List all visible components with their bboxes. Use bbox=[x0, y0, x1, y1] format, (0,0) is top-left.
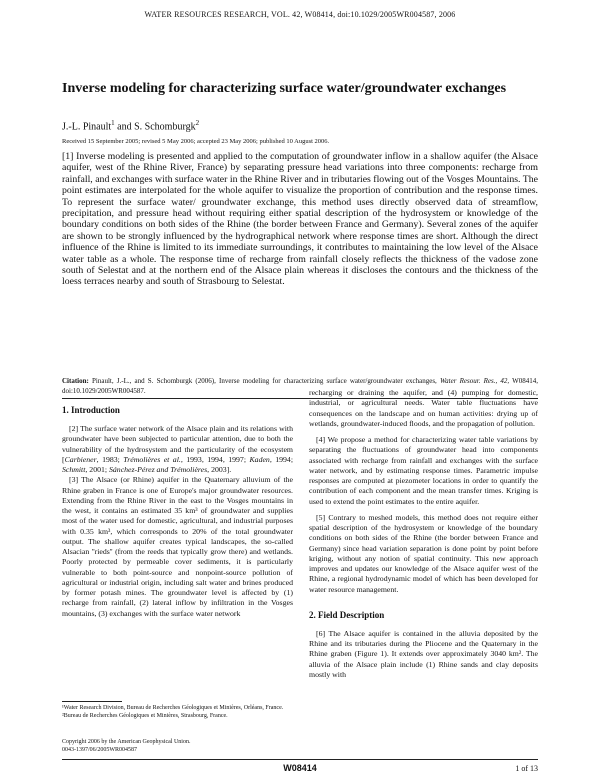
paragraph-marker: [3] bbox=[69, 475, 79, 485]
footnote: ²Bureau de Recherches Géologiques et Minières, Strasbourg, France. bbox=[62, 712, 228, 719]
body-paragraph bbox=[62, 475, 293, 619]
copyright-line: Copyright 2006 by the American Geophysical Union. bbox=[62, 739, 191, 745]
paragraph-text: , 1993, 1994, 1997; bbox=[180, 454, 250, 464]
copyright-notice bbox=[62, 739, 190, 755]
right-column bbox=[309, 388, 538, 680]
paragraph-marker: [6] bbox=[316, 628, 326, 638]
paragraph-text: The Alsace aquifer is contained in the alluvia deposited by the Rhine and its tributaries during the Pliocene and the Quaternary in the Rhine graben (Figure 1). It extends over approximately 3040 km². The alluvia of the Alsace plain include (1) Rhine sands and clay deposits mostly with bbox=[309, 628, 539, 679]
paragraph-marker: [2] bbox=[69, 424, 79, 433]
abstract-text: Inverse modeling is presented and applied to the computation of groundwater inflow in a shallow aquifer (the Alsace aquifer, west of the Rhine River, France) by separating pressure head variations into three components: recharge from rainfall, and exchanges with surface water in the Rhine River and in tributaries flowing out of the Vosges Mountains. The point estimates are interpolated for the whole aquifer to visualize the proportion of contribution and the response times. To represent the surface water/ groundwater exchange, this method uses directly observed data of streamflow, precipitation, and pressure head without requiring either spatial description of the hydrosystem or knowledge of the boundary conditions on both sides of the Rhine (the border between France and Germany). Several zones of the aquifer are shown to be strongly influenced by the hydrographical network where response times are short. Although the direct influence of the Rhine is limited to its immediate surroundings, it contributes to maintaining the low level of the Alsace water table as a whole. The response time of recharge from rainfall closely reflects the thickness of the vadose zone south of Selestat and at the northern end of the Alsace plain whereas it discloses the contours and the thickness of the loess terraces nearby and south of Strasbourg to Selestat. bbox=[62, 151, 538, 288]
paragraph-text: , 1983; bbox=[96, 454, 124, 464]
paragraph-text: Contrary to meshed models, this method does not require either spatial description of the hydrosystem or knowledge of the boundary conditions on both sides of the Rhine (the border between France and Germany) since head variation separation is done point by point before kriging, without any notion of spatial continuity. This new approach improves and updates our knowledge of the Alsace aquifer west of the Rhine, a regional hydrodynamic model of which has been developed for water resource management. bbox=[309, 512, 538, 594]
body-paragraph: recharging or draining the aquifer, and (4) pumping for domestic, industrial, or agricultural needs. Water table fluctuations have consequences on the landscape and on human activities: drying up of wetlands, groundwater-induced floods, and the propagation of pollution. bbox=[309, 388, 538, 428]
abstract bbox=[62, 151, 538, 288]
article-code: W08414 bbox=[283, 763, 317, 773]
footnotes bbox=[62, 701, 293, 721]
citation-journal: Water Resour. Res., 42, bbox=[439, 377, 510, 385]
footer-divider bbox=[62, 759, 538, 760]
paragraph-marker: [1] bbox=[62, 151, 74, 162]
affiliation-mark: 2 bbox=[195, 119, 200, 127]
author-conjunction: and bbox=[114, 121, 135, 133]
article-title: Inverse modeling for characterizing surface water/groundwater exchanges bbox=[62, 81, 507, 96]
affiliation-mark: 1 bbox=[111, 119, 115, 127]
journal-header: WATER RESOURCES RESEARCH, VOL. 42, W08414, doi:10.1029/2005WR004587, 2006 bbox=[144, 10, 456, 19]
paragraph-text: The surface water network of the Alsace plain and its relations with groundwater have been subjected to particular attention, due to both the vulnerability of the hydrosystem and the particularity of the ecosystem [ bbox=[62, 424, 293, 464]
author-name: S. Schomburgk bbox=[134, 121, 196, 133]
paragraph-text: , 1994; bbox=[269, 454, 293, 464]
body-paragraph bbox=[309, 513, 538, 595]
paragraph-text: , 2003]. bbox=[207, 465, 232, 474]
section-heading-introduction: 1. Introduction bbox=[62, 405, 120, 415]
received-dates: Received 15 September 2005; revised 5 May 2006; accepted 23 May 2006; published 10 August 2006. bbox=[62, 138, 330, 145]
paragraph-marker: [5] bbox=[316, 512, 326, 522]
body-paragraph bbox=[62, 424, 293, 475]
paragraph-text: The Alsace (or Rhine) aquifer in the Quaternary alluvium of the Rhine graben in France is one of Europe's major groundwater resources. Extending from the Rhine River in the east to the Vosges mountains in the west, it contains an estimated 35 km³ of groundwater and supplies most of the water used for domestic, agricultural, and industrial purposes with 0.35 km³, which corresponds to 20% of the total groundwater output. The shallow aquifer creates typical landscapes, the so-called Alsacian ''rieds'' (from the reeds that typically grow there) and wetlands. Poorly protected by permeable cover sediments, it is particularly vulnerable to both point-source and nonpoint-source pollution of agricultural or industrial origin, including salt water and brines produced by former potash mines. The groundwater level is affected by (1) recharge from rainfall, (2) lateral inflow by infiltration in the Vosges mountains, (3) exchanges with the surface water network bbox=[62, 475, 293, 618]
citation-text: Pinault, J.-L., and S. Schomburgk (2006), Inverse modeling for characterizing surface water/groundwater exchanges, bbox=[92, 377, 437, 385]
reference-citation[interactable]: Carbiener bbox=[64, 454, 97, 464]
footnote-rule bbox=[62, 701, 122, 702]
reference-citation[interactable]: Kaden bbox=[249, 454, 270, 464]
citation-label: Citation: bbox=[62, 377, 89, 385]
reference-citation[interactable]: Schmitt bbox=[62, 465, 86, 474]
paragraph-text: We propose a method for characterizing water table variations by separating the fluctuations of groundwater head into components associated with recharge from rainfall and exchanges with the surface water network, and by estimating response times. Parametric impulse responses are computed at piezometer locations in order to quantify the contribution of each component and the mean transfer times. Kriging is used to extend the point estimates to the entire aquifer. bbox=[309, 435, 539, 506]
paragraph-marker: [4] bbox=[316, 435, 326, 444]
author-name: J.-L. Pinault bbox=[62, 121, 112, 133]
body-paragraph bbox=[309, 435, 538, 507]
citation-doi: W08414, doi:10.1029/2005WR004587. bbox=[62, 377, 539, 395]
author-list bbox=[62, 119, 199, 132]
footnote: ¹Water Research Division, Bureau de Recherches Géologiques et Minières, Orléans, France. bbox=[62, 705, 284, 711]
left-column bbox=[62, 404, 293, 619]
body-paragraph bbox=[309, 629, 538, 680]
reference-citation[interactable]: Trémolières et al. bbox=[123, 454, 181, 464]
issn-line: 0043-1397/06/2005WR004587 bbox=[62, 746, 137, 753]
reference-citation[interactable]: Sánchez-Pérez and Trémolières bbox=[109, 465, 208, 474]
paragraph-text: , 2001; bbox=[85, 465, 109, 474]
section-heading-field-description: 2. Field Description bbox=[309, 609, 385, 620]
page-number: 1 of 13 bbox=[515, 764, 538, 773]
